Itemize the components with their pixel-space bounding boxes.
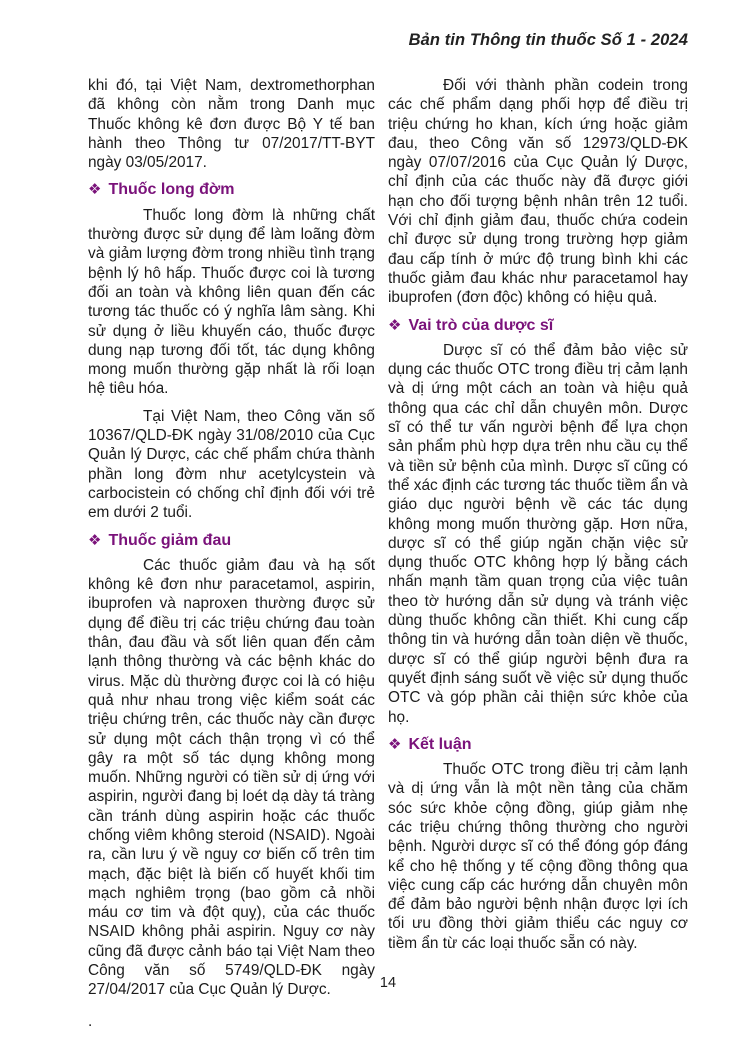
- right-column: [388, 76, 688, 1031]
- section-heading-analgesic: [88, 531, 375, 550]
- section-heading-conclusion: [388, 735, 688, 754]
- section-heading-analgesic-label: Thuốc giảm đau: [108, 531, 232, 549]
- diamond-bullet-icon: ❖: [388, 735, 402, 753]
- stray-period: .: [88, 1012, 93, 1030]
- diamond-bullet-icon: ❖: [388, 316, 402, 334]
- two-column-body: [88, 76, 688, 1031]
- paragraph-expectorant-overview: Thuốc long đờm là những chất thường được sử dụng để làm loãng đờm và giảm lượng đờm trong nhiều tình trạng bệnh lý hô hấp. Thuốc được coi là tương đối an toàn và không liên quan đến các tương tác thuốc có ý nghĩa lâm sàng. Khi sử dụng ở liều khuyến cáo, thuốc được dung nạp tương đối tốt, tác dụng không mong muốn thường gặp nhất là rối loạn hệ tiêu hóa.: [88, 206, 375, 398]
- paragraph-dextromethorphan: khi đó, tại Việt Nam, dextromethorphan đã không còn nằm trong Danh mục Thuốc không kê đơn được Bộ Y tế ban hành theo Thông tư 07/2017/TT-BYT ngày 03/05/2017.: [88, 77, 375, 172]
- section-heading-conclusion-label: Kết luận: [408, 735, 472, 753]
- paragraph-analgesic: Các thuốc giảm đau và hạ sốt không kê đơn như paracetamol, aspirin, ibuprofen và naproxen thường được sử dụng để điều trị các triệu chứng đau toàn thân, đau đầu và sốt liên quan đến cảm lạnh thông thường và các bệnh khác do virus. Mặc dù thường được coi là có hiệu quả như nhau trong việc kiểm soát các triệu chứng trên, các thuốc này cần được sử dụng một cách thận trọng vì có thể gây ra một số tác dụng không mong muốn. Những người có tiền sử dị ứng với aspirin, người đang bị loét dạ dày tá tràng cần tránh dùng aspirin hoặc các thuốc chống viêm không steroid (NSAID). Ngoài ra, cần lưu ý về nguy cơ biến cố trên tim mạch, đặc biệt là biến cố huyết khối tim mạch nghiêm trọng (bao gồm cả nhồi máu cơ tim và đột quỵ), của các thuốc NSAID không phải aspirin. Nguy cơ này cũng đã được cảnh báo tại Việt Nam theo Công văn số 5749/QLD-ĐK ngày 27/04/2017 của Cục Quản lý Dược.: [88, 556, 375, 999]
- paragraph-expectorant-vietnam: Tại Việt Nam, theo Công văn số 10367/QLD-ĐK ngày 31/08/2010 của Cục Quản lý Dược, các chế phẩm chứa thành phần long đờm như acetylcystein và carbocistein có chống chỉ định đối với trẻ em dưới 2 tuổi.: [88, 407, 375, 522]
- section-heading-expectorant: [88, 180, 375, 199]
- page-number: 14: [379, 975, 397, 991]
- section-heading-pharmacist-label: Vai trò của dược sĩ: [408, 316, 554, 334]
- section-heading-pharmacist: [388, 316, 688, 335]
- diamond-bullet-icon: ❖: [88, 531, 102, 549]
- paragraph-codein: Đối với thành phần codein trong các chế phẩm dạng phối hợp để điều trị triệu chứng ho khan, kích ứng hoặc giảm đau, theo Công văn số 12973/QLD-ĐK ngày 07/07/2016 của Cục Quản lý Dược, chỉ định của các thuốc này đã được giới hạn cho đối tượng bệnh nhân trên 12 tuổi. Với chỉ định giảm đau, thuốc chứa codein chỉ được sử dụng trong trường hợp giảm đau cấp tính ở mức độ trung bình khi các thuốc giảm đau khác như paracetamol hay ibuprofen (đơn độc) không có hiệu quả.: [388, 77, 688, 307]
- left-column: [88, 76, 375, 1031]
- running-header: Bản tin Thông tin thuốc Số 1 - 2024: [408, 31, 688, 49]
- diamond-bullet-icon: ❖: [88, 181, 102, 199]
- section-heading-expectorant-label: Thuốc long đờm: [108, 181, 235, 199]
- paragraph-conclusion: Thuốc OTC trong điều trị cảm lạnh và dị ứng vẫn là một nền tảng của chăm sóc sức khỏe cộng đồng, giúp giảm nhẹ các triệu chứng thông thường cho người bệnh. Người dược sĩ có thể đóng góp đáng kể cho hệ thống y tế cộng đồng thông qua việc cung cấp các hướng dẫn chuyên môn để đảm bảo người bệnh nhận được lợi ích tối ưu đồng thời giảm thiểu các nguy cơ tiềm ẩn từ các loại thuốc sẵn có này.: [388, 761, 688, 952]
- paragraph-pharmacist-role: Dược sĩ có thể đảm bảo việc sử dụng các thuốc OTC trong điều trị cảm lạnh và dị ứng một cách an toàn và hiệu quả thông qua các chỉ dẫn chuyên môn. Dược sĩ có thể tư vấn người bệnh để lựa chọn sản phẩm phù hợp dựa trên nhu cầu cụ thể và tiền sử bệnh của mình. Dược sĩ cũng có thể xác định các tương tác thuốc tiềm ẩn và giáo dục người bệnh về các tác dụng không mong muốn thường gặp. Hơn nữa, dược sĩ có thể giúp ngăn chặn việc sử dụng thuốc OTC không hợp lý bằng cách nhấn mạnh tầm quan trọng của việc tuân theo tờ hướng dẫn sử dụng và tránh việc dùng thuốc không cần thiết. Khi cung cấp thông tin và hướng dẫn toàn diện về thuốc, dược sĩ có thể giúp người bệnh đưa ra quyết định sáng suốt về việc sử dụng thuốc OTC và góp phần cải thiện sức khỏe của họ.: [388, 341, 688, 726]
